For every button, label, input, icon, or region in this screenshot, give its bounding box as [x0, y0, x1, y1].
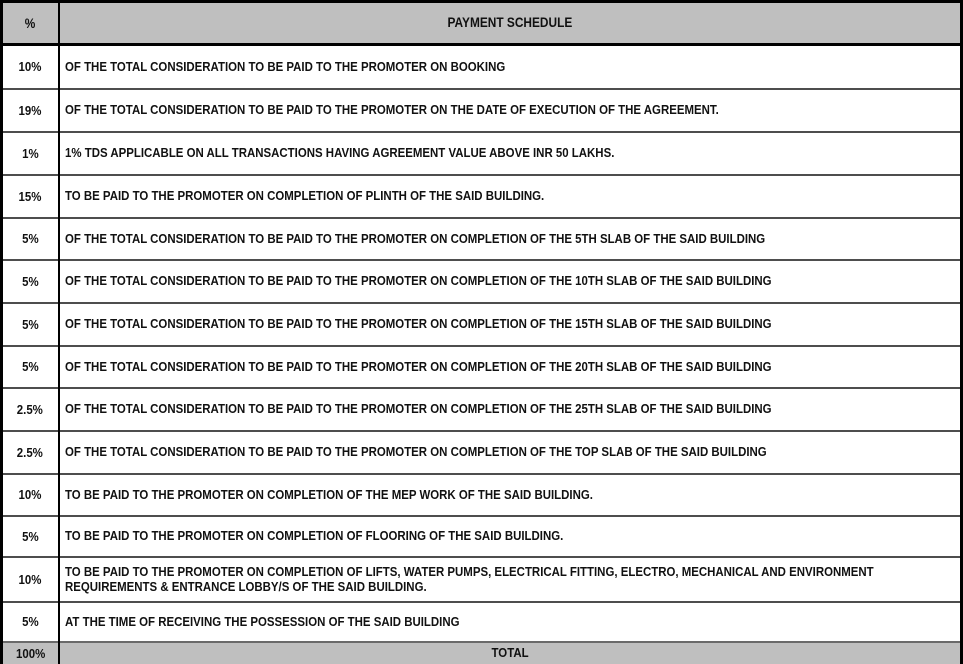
percent-cell [2, 431, 59, 474]
percent-cell [2, 303, 59, 346]
table-row [2, 45, 962, 89]
description-cell [59, 45, 962, 89]
description-text: OF THE TOTAL CONSIDERATION TO BE PAID TO THE PROMOTER ON COMPLETION OF THE TOP SLAB OF THE SAID BUILDING [64, 444, 767, 460]
header-percent-cell [2, 2, 59, 45]
percent-value: 5% [21, 528, 39, 544]
description-text: 1% TDS APPLICABLE ON ALL TRANSACTIONS HAVING AGREEMENT VALUE ABOVE INR 50 LAKHS. [64, 145, 614, 161]
description-text: TO BE PAID TO THE PROMOTER ON COMPLETION OF FLOORING OF THE SAID BUILDING. [64, 528, 563, 544]
total-percent-value: 100% [15, 645, 45, 661]
percent-cell [2, 89, 59, 132]
percent-cell [2, 132, 59, 175]
description-text: TO BE PAID TO THE PROMOTER ON COMPLETION OF LIFTS, WATER PUMPS, ELECTRICAL FITTING, ELECTRO, MECHANICAL AND ENVIRONMENT REQUIREMENTS & ENTRANCE LOBBY/S OF THE SAID BUILDING. [64, 563, 874, 594]
header-title-cell [59, 2, 962, 45]
description-cell [59, 557, 962, 602]
table-row [2, 557, 962, 602]
table-row [2, 132, 962, 175]
percent-cell [2, 260, 59, 303]
percent-value: 2.5% [17, 444, 44, 460]
percent-value: 10% [18, 487, 42, 502]
total-label-cell [59, 642, 962, 664]
percent-value: 10% [18, 571, 42, 587]
description-text: TO BE PAID TO THE PROMOTER ON COMPLETION OF PLINTH OF THE SAID BUILDING. [64, 188, 544, 204]
percent-cell [2, 45, 59, 89]
table-row [2, 218, 962, 260]
description-text: OF THE TOTAL CONSIDERATION TO BE PAID TO THE PROMOTER ON BOOKING [64, 59, 505, 74]
description-cell [59, 218, 962, 260]
percent-cell [2, 557, 59, 602]
table-row [2, 516, 962, 557]
percent-value: 1% [21, 145, 39, 161]
description-text: OF THE TOTAL CONSIDERATION TO BE PAID TO THE PROMOTER ON COMPLETION OF THE 20TH SLAB OF THE SAID BUILDING [64, 358, 772, 374]
description-cell [59, 388, 962, 431]
table-row [2, 89, 962, 132]
percent-cell [2, 516, 59, 557]
percent-value: 5% [21, 614, 39, 629]
description-cell [59, 602, 962, 642]
table-row [2, 260, 962, 303]
table-row [2, 602, 962, 642]
description-cell [59, 516, 962, 557]
percent-value: 19% [18, 102, 42, 118]
description-cell [59, 175, 962, 218]
description-text: OF THE TOTAL CONSIDERATION TO BE PAID TO THE PROMOTER ON COMPLETION OF THE 25TH SLAB OF THE SAID BUILDING [64, 401, 772, 417]
percent-value: 10% [18, 59, 42, 75]
description-text: TO BE PAID TO THE PROMOTER ON COMPLETION OF THE MEP WORK OF THE SAID BUILDING. [64, 486, 593, 502]
percent-value: 5% [21, 273, 39, 289]
table-row [2, 175, 962, 218]
description-text: AT THE TIME OF RECEIVING THE POSSESSION OF THE SAID BUILDING [64, 613, 460, 629]
percent-value: 15% [18, 188, 42, 204]
description-text: OF THE TOTAL CONSIDERATION TO BE PAID TO THE PROMOTER ON COMPLETION OF THE 15TH SLAB OF THE SAID BUILDING [64, 316, 772, 332]
table-row [2, 388, 962, 431]
percent-cell [2, 388, 59, 431]
description-cell [59, 431, 962, 474]
table-row [2, 303, 962, 346]
table-title: PAYMENT SCHEDULE [447, 15, 573, 31]
table-row [2, 346, 962, 388]
description-cell [59, 260, 962, 303]
table-header-row [2, 2, 962, 45]
description-cell [59, 303, 962, 346]
percent-value: 5% [21, 359, 39, 374]
description-text: OF THE TOTAL CONSIDERATION TO BE PAID TO THE PROMOTER ON COMPLETION OF THE 10TH SLAB OF THE SAID BUILDING [64, 273, 772, 289]
description-cell [59, 89, 962, 132]
percent-cell [2, 218, 59, 260]
total-percent-cell [2, 642, 59, 664]
description-cell [59, 132, 962, 175]
table-row [2, 431, 962, 474]
total-label: TOTAL [491, 645, 529, 661]
percent-cell [2, 175, 59, 218]
description-text: OF THE TOTAL CONSIDERATION TO BE PAID TO THE PROMOTER ON COMPLETION OF THE 5TH SLAB OF THE SAID BUILDING [64, 230, 765, 246]
percent-value: 5% [21, 316, 39, 332]
description-cell [59, 346, 962, 388]
percent-cell [2, 602, 59, 642]
percent-value: 2.5% [17, 401, 44, 417]
percent-value: 5% [21, 231, 39, 246]
description-cell [59, 474, 962, 516]
percent-cell [2, 474, 59, 516]
header-percent-label: % [24, 15, 36, 31]
description-text: OF THE TOTAL CONSIDERATION TO BE PAID TO THE PROMOTER ON THE DATE OF EXECUTION OF THE AGREEMENT. [64, 102, 719, 118]
table-row [2, 474, 962, 516]
percent-cell [2, 346, 59, 388]
total-row [2, 642, 962, 664]
